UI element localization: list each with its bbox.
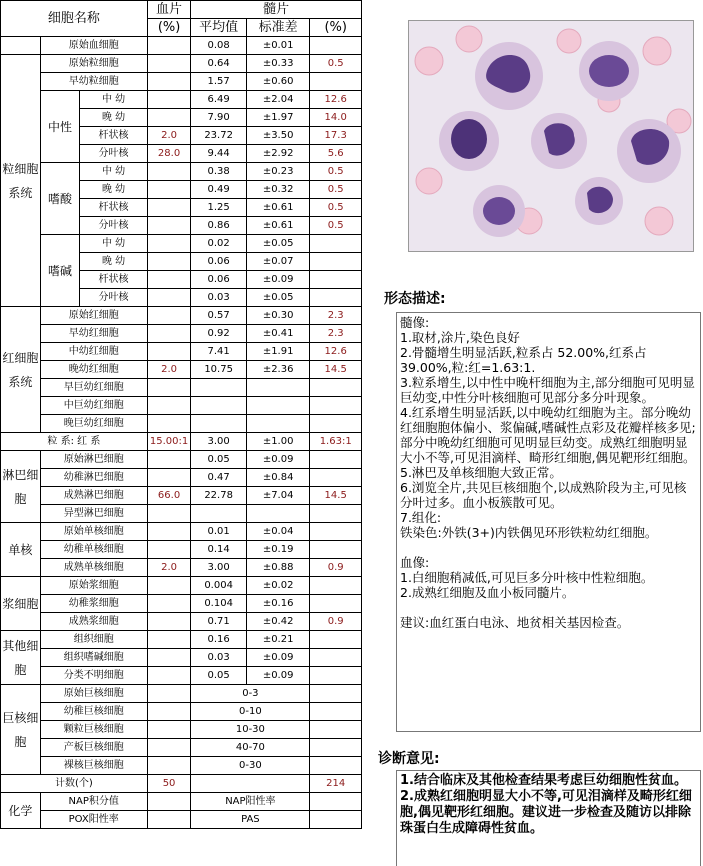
morphology-line: 2.骨髓增生明显活跃,粒系占 52.00%,红系占 39.00%,粒:红=1.63:1. [400,345,647,375]
mean-cell [191,505,247,523]
subgroup-eosinophil: 嗜酸 [40,163,80,235]
cell-name: 原始浆细胞 [40,577,147,595]
table-row [1,55,362,73]
marrow-pct-cell: 0.5 [310,55,362,73]
mean-cell: 3.00 [191,559,247,577]
marrow-pct-cell [310,739,362,757]
morphology-line: 建议:血红蛋白电泳、地贫相关基因检查。 [400,615,630,630]
marrow-pct-cell [310,73,362,91]
marrow-pct-cell: 12.6 [310,343,362,361]
table-row [1,469,362,487]
cell-name: 原始血细胞 [40,37,147,55]
mean-cell: 0.47 [191,469,247,487]
reference-range-cell: PAS [191,811,310,829]
blood-pct-cell: 28.0 [147,145,191,163]
marrow-pct-cell [310,469,362,487]
morphology-line: 7.组化: [400,510,442,525]
marrow-pct-cell: 0.9 [310,613,362,631]
table-row [1,433,362,451]
table-row [1,595,362,613]
sd-cell: ±0.02 [246,577,309,595]
diagnosis-title: 诊断意见: [378,751,440,767]
ratio-label: 粒 系: 红 系 [1,433,148,451]
sd-cell: ±0.07 [246,253,309,271]
mean-cell: 7.90 [191,109,247,127]
sd-cell [246,397,309,415]
table-row [1,613,362,631]
sd-cell: ±0.16 [246,595,309,613]
mean-cell [191,415,247,433]
mean-cell: 0.03 [191,649,247,667]
marrow-pct-cell: 2.3 [310,307,362,325]
blood-pct-cell [147,685,191,703]
cell-name: 组织细胞 [40,631,147,649]
sd-cell: ±2.36 [246,361,309,379]
sd-cell: ±0.41 [246,325,309,343]
morphology-line: 6.浏览全片,共见巨核细胞个,以成熟阶段为主,可见核分叶过多。血小板簇散可见。 [400,480,687,510]
mean-cell: 23.72 [191,127,247,145]
mean-cell [191,397,247,415]
reference-range-cell: 0-30 [191,757,310,775]
cell-5-icon [617,119,681,183]
blood-pct-cell [147,667,191,685]
table-row [1,631,362,649]
sd-cell: ±0.09 [246,271,309,289]
cell-name: 晚 幼 [80,181,147,199]
marrow-pct-cell: 214 [310,775,362,793]
group-granulocyte: 粒细胞系统 [1,55,41,307]
blood-pct-cell [147,343,191,361]
marrow-pct-cell [310,235,362,253]
group-lymphocyte: 淋巴细胞 [1,451,41,523]
table-row [1,775,362,793]
marrow-pct-cell [310,253,362,271]
cell-name: 中幼红细胞 [40,343,147,361]
group-megakaryocyte: 巨核细胞 [1,685,41,775]
mean-cell: 10.75 [191,361,247,379]
cell-name: 分类不明细胞 [40,667,147,685]
sd-cell: ±0.84 [246,469,309,487]
cell-name: 成熟淋巴细胞 [40,487,147,505]
cell-6-icon [473,185,525,237]
header-cell-blood: 血片 [147,1,191,19]
table-row [1,649,362,667]
sd-cell: ±0.09 [246,451,309,469]
table-row [1,703,362,721]
marrow-pct-cell [310,649,362,667]
cell-name: 异型淋巴细胞 [40,505,147,523]
blood-pct-cell [147,253,191,271]
blood-pct-cell [147,199,191,217]
blood-pct-cell [147,469,191,487]
cell-name: 成熟浆细胞 [40,613,147,631]
header-cell-blood-pct: (%) [147,19,191,37]
mean-cell: 0.57 [191,307,247,325]
cell-name: 幼稚单核细胞 [40,541,147,559]
marrow-pct-cell: 0.5 [310,217,362,235]
blood-pct-cell [147,235,191,253]
mean-cell: 0.104 [191,595,247,613]
subgroup-neutrophil: 中性 [40,91,80,163]
header-cell-marrow: 髓片 [191,1,362,19]
blood-pct-cell [147,55,191,73]
blood-pct-cell [147,271,191,289]
mean-cell: 0.03 [191,289,247,307]
table-row [1,505,362,523]
sd-cell: ±2.04 [246,91,309,109]
marrow-pct-cell: 14.5 [310,361,362,379]
table-row [1,559,362,577]
blood-pct-cell [147,649,191,667]
morphology-title: 形态描述: [384,291,446,307]
morphology-line [400,540,697,555]
cell-name: 中 幼 [80,91,147,109]
table-row [1,523,362,541]
sd-cell: ±0.42 [246,613,309,631]
marrow-pct-cell [310,595,362,613]
cell-name: 成熟单核细胞 [40,559,147,577]
sd-cell: ±0.05 [246,235,309,253]
group-monocyte: 单核 [1,523,41,577]
marrow-pct-cell [310,667,362,685]
cell-name: 中巨幼红细胞 [40,397,147,415]
cell-name: 原始粒细胞 [40,55,147,73]
marrow-pct-cell [310,793,362,811]
cell-name: 幼稚巨核细胞 [40,703,147,721]
table-row [1,451,362,469]
blood-pct-cell [147,595,191,613]
cell-name: NAP积分值 [40,793,147,811]
table-row [1,577,362,595]
marrow-pct-cell [310,541,362,559]
marrow-pct-cell [310,271,362,289]
cell-name: 原始单核细胞 [40,523,147,541]
blood-pct-cell [147,703,191,721]
mean-cell: 9.44 [191,145,247,163]
table-row [1,487,362,505]
table-row [1,721,362,739]
cell-name: 中 幼 [80,163,147,181]
cell-name: 早幼粒细胞 [40,73,147,91]
mean-cell: 1.57 [191,73,247,91]
blood-pct-cell [147,631,191,649]
table-row [1,343,362,361]
blood-pct-cell [147,793,191,811]
reference-range-cell [191,775,310,793]
cell-name: 杆状核 [80,199,147,217]
marrow-pct-cell [310,397,362,415]
cell-name: 早幼红细胞 [40,325,147,343]
table-row [1,685,362,703]
reference-range-cell: 0-10 [191,703,310,721]
marrow-pct-cell [310,505,362,523]
cell-name: 颗粒巨核细胞 [40,721,147,739]
sd-cell: ±2.92 [246,145,309,163]
sd-cell [246,379,309,397]
morphology-line [400,600,697,615]
marrow-pct-cell: 0.9 [310,559,362,577]
marrow-pct-cell [310,379,362,397]
table-row [1,1,362,19]
morphology-line: 1.白细胞稍减低,可见巨多分叶核中性粒细胞。 [400,570,654,585]
blood-pct-cell [147,739,191,757]
cell-name: 产板巨核细胞 [40,739,147,757]
marrow-pct-cell: 0.5 [310,163,362,181]
cell-name: 分叶核 [80,217,147,235]
cell-name: 裸核巨核细胞 [40,757,147,775]
sd-cell: ±0.61 [246,199,309,217]
blood-pct-cell: 2.0 [147,361,191,379]
morphology-line: 血像: [400,555,430,570]
blood-pct-cell: 50 [147,775,191,793]
cell-name: 原始淋巴细胞 [40,451,147,469]
mean-cell: 1.25 [191,199,247,217]
blood-pct-cell [147,163,191,181]
table-row [1,667,362,685]
table-row [1,73,362,91]
reference-range-cell: NAP阳性率 [191,793,310,811]
cell-2-icon [579,41,639,101]
morphology-line: 铁染色:外铁(3+)内铁偶见环形铁粒幼红细胞。 [400,525,658,540]
marrow-pct-cell [310,757,362,775]
table-row [1,235,362,253]
mean-cell: 0.06 [191,253,247,271]
cell-name: 组织嗜碱细胞 [40,649,147,667]
group-plasma: 浆细胞 [1,577,41,631]
morphology-line: 5.淋巴及单核细胞大致正常。 [400,465,562,480]
sd-cell: ±0.23 [246,163,309,181]
table-row [1,415,362,433]
table-row [1,541,362,559]
blood-pct-cell [147,505,191,523]
table-row [1,91,362,109]
morphology-line: 2.成熟红细胞及血小板同髓片。 [400,585,575,600]
blood-pct-cell [147,613,191,631]
table-row [1,811,362,829]
sd-cell: ±0.32 [246,181,309,199]
table-row [1,361,362,379]
group-other: 其他细胞 [1,631,41,685]
blood-pct-cell [147,541,191,559]
cell-name: 原始红细胞 [40,307,147,325]
marrow-pct-cell [310,721,362,739]
blood-pct-cell: 2.0 [147,127,191,145]
mean-cell: 0.06 [191,271,247,289]
sd-cell: ±1.00 [246,433,309,451]
table-row [1,793,362,811]
mean-cell: 0.01 [191,523,247,541]
sd-cell: ±0.09 [246,649,309,667]
marrow-pct-cell [310,685,362,703]
marrow-pct-cell [310,577,362,595]
mean-cell: 0.38 [191,163,247,181]
header-cell-mean: 平均值 [191,19,247,37]
cell-name: 幼稚淋巴细胞 [40,469,147,487]
mean-cell: 0.02 [191,235,247,253]
cell-name: 幼稚浆细胞 [40,595,147,613]
mean-cell: 0.16 [191,631,247,649]
blood-pct-cell [147,217,191,235]
blood-pct-cell [147,289,191,307]
blood-pct-cell [147,307,191,325]
empty-cell [1,37,41,55]
marrow-pct-cell [310,37,362,55]
marrow-pct-cell [310,631,362,649]
marrow-pct-cell [310,703,362,721]
blood-pct-cell: 66.0 [147,487,191,505]
diagnosis-text-box [396,770,701,866]
sd-cell: ±1.91 [246,343,309,361]
blood-pct-cell [147,577,191,595]
cell-name: POX阳性率 [40,811,147,829]
table-row [1,379,362,397]
mean-cell: 0.05 [191,667,247,685]
blood-pct-cell [147,73,191,91]
mean-cell: 0.49 [191,181,247,199]
cell-3-icon [531,113,587,169]
marrow-report-table [0,0,362,829]
mean-cell [191,379,247,397]
diagnosis-line: 1.结合临床及其他检查结果考虑巨幼细胞性贫血。 [400,773,687,788]
microscopy-image [408,20,694,252]
blood-pct-cell [147,415,191,433]
diagnosis-line: 2.成熟红细胞明显大小不等,可见泪滴样及畸形红细胞,偶见靶形红细胞。建议进一步检查及随访以排除珠蛋白生成障碍性贫血。 [400,789,692,836]
mean-cell: 6.49 [191,91,247,109]
cell-1-icon [475,42,543,110]
blood-pct-cell [147,523,191,541]
table-row [1,397,362,415]
morphology-line: 4.红系增生明显活跃,以中晚幼红细胞为主。部分晚幼红细胞胞体偏小、浆偏碱,嗜碱性点彩及花瓣样核多见;部分中晚幼红细胞可见明显巨幼变。成熟红细胞明显大小不等,可见泪滴样、畸形红细胞,偶见靶形红细胞。 [400,405,696,465]
reference-range-cell: 10-30 [191,721,310,739]
count-label: 计数(个) [1,775,148,793]
blood-pct-cell [147,451,191,469]
reference-range-cell: 40-70 [191,739,310,757]
sd-cell: ±0.01 [246,37,309,55]
header-cell-sd: 标准差 [246,19,309,37]
blood-pct-cell [147,811,191,829]
sd-cell: ±0.19 [246,541,309,559]
mean-cell: 0.05 [191,451,247,469]
blood-pct-cell [147,325,191,343]
sd-cell: ±0.33 [246,55,309,73]
blood-pct-cell [147,379,191,397]
cell-name: 晚巨幼红细胞 [40,415,147,433]
morphology-line: 髓像: [400,315,430,330]
cell-name: 晚 幼 [80,109,147,127]
sd-cell: ±0.30 [246,307,309,325]
table-row [1,307,362,325]
cell-7-icon [575,177,623,225]
blood-pct-cell: 15.00:1 [147,433,191,451]
marrow-pct-cell [310,289,362,307]
cell-name: 晚 幼 [80,253,147,271]
reference-range-cell: 0-3 [191,685,310,703]
mean-cell: 3.00 [191,433,247,451]
sd-cell [246,505,309,523]
morphology-text-box [396,312,701,732]
cell-name: 分叶核 [80,289,147,307]
mean-cell: 7.41 [191,343,247,361]
header-cell-marrow-pct: (%) [310,19,362,37]
sd-cell: ±0.60 [246,73,309,91]
blood-pct-cell [147,181,191,199]
blood-pct-cell: 2.0 [147,559,191,577]
group-chemistry: 化学 [1,793,41,829]
sd-cell: ±0.09 [246,667,309,685]
marrow-pct-cell [310,415,362,433]
marrow-pct-cell: 1.63:1 [310,433,362,451]
table-row [1,163,362,181]
sd-cell: ±0.04 [246,523,309,541]
table-row [1,739,362,757]
cell-4-icon [439,111,499,171]
subgroup-basophil: 嗜碱 [40,235,80,307]
mean-cell: 0.86 [191,217,247,235]
cell-name: 中 幼 [80,235,147,253]
cell-name: 杆状核 [80,127,147,145]
mean-cell: 0.08 [191,37,247,55]
marrow-pct-cell: 2.3 [310,325,362,343]
morphology-line: 3.粒系增生,以中性中晚杆细胞为主,部分细胞可见明显巨幼变,中性分叶核细胞可见部分多分叶现象。 [400,375,695,405]
marrow-pct-cell: 0.5 [310,181,362,199]
sd-cell: ±0.61 [246,217,309,235]
morphology-line: 1.取材,涂片,染色良好 [400,330,520,345]
mean-cell: 0.64 [191,55,247,73]
sd-cell [246,415,309,433]
marrow-pct-cell: 14.5 [310,487,362,505]
header-cell-name: 细胞名称 [1,1,148,37]
mean-cell: 0.71 [191,613,247,631]
blood-pct-cell [147,37,191,55]
cell-name: 杆状核 [80,271,147,289]
marrow-pct-cell: 12.6 [310,91,362,109]
marrow-pct-cell: 5.6 [310,145,362,163]
cell-name: 晚幼红细胞 [40,361,147,379]
group-erythroid: 红细胞系统 [1,307,41,433]
sd-cell: ±0.21 [246,631,309,649]
blood-pct-cell [147,757,191,775]
marrow-pct-cell: 17.3 [310,127,362,145]
cell-name: 原始巨核细胞 [40,685,147,703]
marrow-pct-cell: 14.0 [310,109,362,127]
mean-cell: 0.004 [191,577,247,595]
sd-cell: ±3.50 [246,127,309,145]
cell-name: 早巨幼红细胞 [40,379,147,397]
table-row [1,757,362,775]
sd-cell: ±1.97 [246,109,309,127]
blood-pct-cell [147,91,191,109]
blood-pct-cell [147,397,191,415]
blood-pct-cell [147,109,191,127]
sd-cell: ±7.04 [246,487,309,505]
table-row [1,37,362,55]
sd-cell: ±0.05 [246,289,309,307]
mean-cell: 0.92 [191,325,247,343]
marrow-pct-cell [310,523,362,541]
cell-name: 分叶核 [80,145,147,163]
blood-pct-cell [147,721,191,739]
mean-cell: 0.14 [191,541,247,559]
marrow-pct-cell [310,451,362,469]
mean-cell: 22.78 [191,487,247,505]
table-row [1,325,362,343]
marrow-pct-cell: 0.5 [310,199,362,217]
sd-cell: ±0.88 [246,559,309,577]
marrow-pct-cell [310,811,362,829]
